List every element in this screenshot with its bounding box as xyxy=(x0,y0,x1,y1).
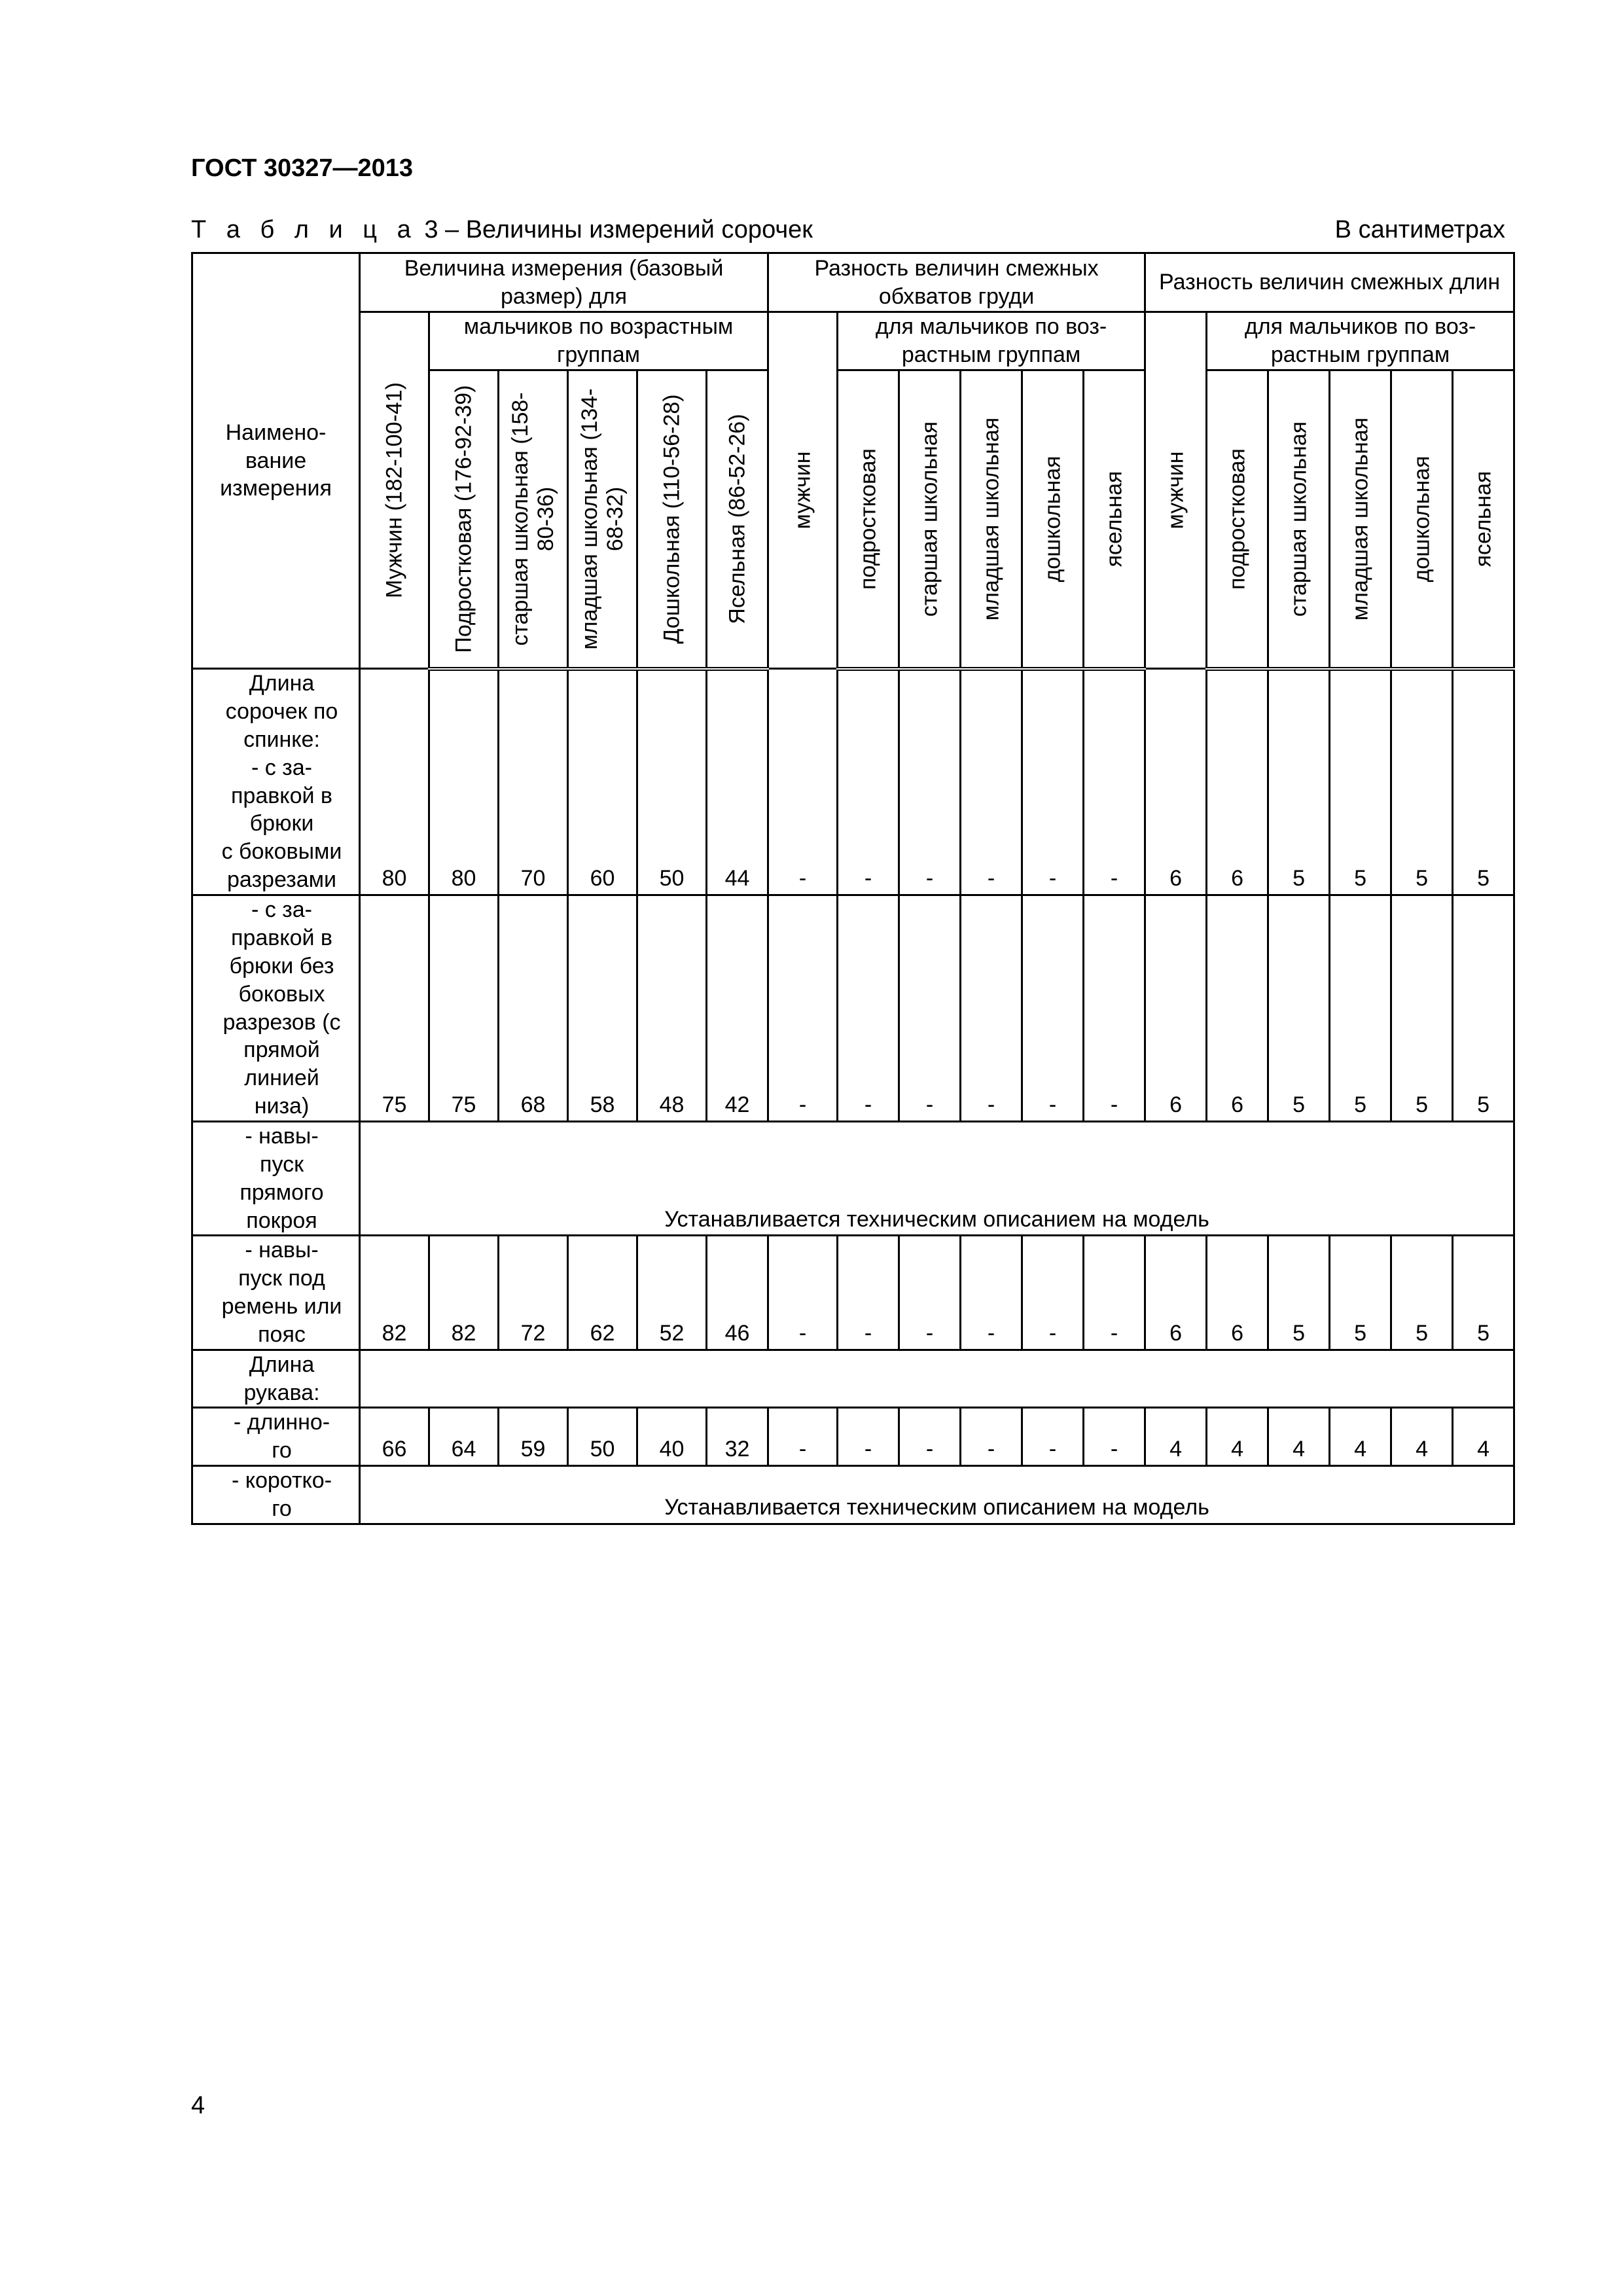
table-cell: 68 xyxy=(499,895,568,1122)
table-cell: 80 xyxy=(429,669,499,895)
table-cell: - xyxy=(961,669,1022,895)
col-header-nursery: Ясельная (86-52-26) xyxy=(707,370,768,669)
boys-age-groups-header: мальчиков по возрастным группам xyxy=(429,312,768,370)
row-label-line: го xyxy=(272,1496,292,1521)
table-cell: 66 xyxy=(360,1408,429,1466)
table-cell: 75 xyxy=(360,895,429,1122)
length-diff-header: Разность величин смежных длин xyxy=(1145,253,1514,312)
table-cell: 5 xyxy=(1330,1236,1391,1350)
table-cell: - xyxy=(838,669,899,895)
row-label xyxy=(192,1408,360,1466)
row-label-line: ремень или xyxy=(221,1294,342,1319)
table-cell: 6 xyxy=(1207,895,1268,1122)
col-header-men: Мужчин (182-100-41) xyxy=(360,312,429,669)
col-header-chest-senior-school: старшая школьная xyxy=(899,370,961,669)
units-label: В сантиметрах xyxy=(1334,216,1505,243)
row-label xyxy=(192,1350,360,1408)
row-label-line: прямой xyxy=(243,1037,320,1063)
table-cell: 75 xyxy=(429,895,499,1122)
table-cell: - xyxy=(1084,1408,1145,1466)
table-cell: - xyxy=(961,1236,1022,1350)
table-cell: 48 xyxy=(637,895,707,1122)
table-cell: 70 xyxy=(499,669,568,895)
row-label-line: линией xyxy=(244,1066,319,1091)
base-size-header: Величина измерения (базовый размер) для xyxy=(360,253,768,312)
table-cell: 40 xyxy=(637,1408,707,1466)
row-label-line: разрезами xyxy=(227,867,336,893)
table-cell: 5 xyxy=(1453,669,1514,895)
row-label-line: - с за- xyxy=(251,755,313,780)
table-cell: 42 xyxy=(707,895,768,1122)
table-cell: 6 xyxy=(1145,669,1207,895)
row-label-line: Длина xyxy=(249,1352,315,1377)
table-cell: - xyxy=(838,1236,899,1350)
measurements-table xyxy=(191,252,1515,1525)
table-row xyxy=(192,1350,1514,1408)
table-caption-prefix: Т а б л и ц а xyxy=(191,216,418,243)
row-label-line: брюки без xyxy=(229,954,334,978)
table-cell: 4 xyxy=(1391,1408,1453,1466)
table-cell: - xyxy=(1084,895,1145,1122)
row-label-line: сорочек по xyxy=(225,699,338,725)
row-label-line: - навы- xyxy=(245,1238,319,1263)
table-cell: - xyxy=(899,1408,961,1466)
table-cell: - xyxy=(961,1408,1022,1466)
table-caption-title: 3 – Величины измерений сорочек xyxy=(417,216,813,243)
col-header-length-preschool: дошкольная xyxy=(1391,370,1453,669)
table-cell: - xyxy=(1022,1236,1084,1350)
table-cell: 4 xyxy=(1207,1408,1268,1466)
table-cell: 44 xyxy=(707,669,768,895)
col-header-chest-junior-school: младшая школьная xyxy=(961,370,1022,669)
row-label-line: пояс xyxy=(258,1321,306,1347)
table-cell: - xyxy=(768,1236,838,1350)
table-cell: 46 xyxy=(707,1236,768,1350)
table-cell: - xyxy=(961,895,1022,1122)
model-description-note: Устанавливается техническим описанием на модель xyxy=(360,1122,1514,1236)
table-cell: 5 xyxy=(1453,1236,1514,1350)
row-label-line: го xyxy=(272,1438,292,1463)
table-cell: 5 xyxy=(1330,669,1391,895)
table-cell: 58 xyxy=(568,895,637,1122)
table-cell: 6 xyxy=(1145,895,1207,1122)
col-header-length-nursery: ясельная xyxy=(1453,370,1514,669)
table-cell: 6 xyxy=(1145,1236,1207,1350)
row-label-line: - длинно- xyxy=(233,1410,330,1435)
row-label-line: низа) xyxy=(254,1094,310,1119)
col-header-length-men: мужчин xyxy=(1145,312,1207,669)
table-row xyxy=(192,1466,1514,1524)
col-header-preschool: Дошкольная (110-56-28) xyxy=(637,370,707,669)
table-cell: 5 xyxy=(1330,895,1391,1122)
row-label-line: рукава: xyxy=(243,1380,320,1405)
table-cell: - xyxy=(1022,1408,1084,1466)
table-cell: 60 xyxy=(568,669,637,895)
table-caption xyxy=(191,216,813,244)
table-row xyxy=(192,669,1514,895)
col-header-chest-men: мужчин xyxy=(768,312,838,669)
table-row xyxy=(192,1408,1514,1466)
col-header-chest-teen: подростковая xyxy=(838,370,899,669)
table-cell: - xyxy=(899,669,961,895)
table-cell: 82 xyxy=(429,1236,499,1350)
row-label xyxy=(192,1122,360,1236)
table-cell: 62 xyxy=(568,1236,637,1350)
table-row xyxy=(192,895,1514,1122)
row-label-line: - с за- xyxy=(251,897,313,923)
table-cell: 4 xyxy=(1453,1408,1514,1466)
table-cell: - xyxy=(768,895,838,1122)
row-label xyxy=(192,1236,360,1350)
table-cell: 5 xyxy=(1268,895,1330,1122)
table-cell: - xyxy=(1022,669,1084,895)
row-label-line: пуск xyxy=(260,1151,304,1177)
row-label-line: спинке: xyxy=(243,727,320,752)
col-header-teen: Подростковая (176-92-39) xyxy=(429,370,499,669)
table-cell: 50 xyxy=(568,1408,637,1466)
table-cell: - xyxy=(768,669,838,895)
table-cell: 80 xyxy=(360,669,429,895)
table-cell: 52 xyxy=(637,1236,707,1350)
model-description-note: Устанавливается техническим описанием на модель xyxy=(360,1466,1514,1524)
measurement-name-header: Наимено-вание измерения xyxy=(192,253,360,669)
row-label-line: пуск под xyxy=(238,1266,325,1291)
page-number: 4 xyxy=(191,2092,205,2119)
table-row xyxy=(192,1236,1514,1350)
table-cell: 32 xyxy=(707,1408,768,1466)
table-cell: - xyxy=(838,1408,899,1466)
table-cell: 4 xyxy=(1145,1408,1207,1466)
col-header-senior-school: старшая школьная (158-80-36) xyxy=(499,370,568,669)
table-cell: 82 xyxy=(360,1236,429,1350)
col-header-length-senior-school: старшая школьная xyxy=(1268,370,1330,669)
table-cell: - xyxy=(899,895,961,1122)
row-label-line: покроя xyxy=(246,1208,317,1233)
table-cell: 5 xyxy=(1391,895,1453,1122)
row-label-line: брюки xyxy=(249,811,314,836)
table-cell: 6 xyxy=(1207,1236,1268,1350)
col-header-junior-school: младшая школьная (134-68-32) xyxy=(568,370,637,669)
table-cell: - xyxy=(1022,895,1084,1122)
table-cell: - xyxy=(838,895,899,1122)
row-label-line: правкой в xyxy=(231,783,332,808)
chest-boys-age-groups-header: для мальчиков по воз-растным группам xyxy=(838,312,1145,370)
row-label-line: - коротко- xyxy=(231,1468,332,1494)
document-header: ГОСТ 30327—2013 xyxy=(191,154,414,182)
table-cell: - xyxy=(899,1236,961,1350)
row-label-line: разрезов (с xyxy=(223,1009,341,1035)
row-label xyxy=(192,1466,360,1524)
table-cell: - xyxy=(1084,1236,1145,1350)
row-label xyxy=(192,895,360,1122)
table-cell: 5 xyxy=(1268,1236,1330,1350)
table-cell: - xyxy=(768,1408,838,1466)
table-cell: 72 xyxy=(499,1236,568,1350)
table-cell: 5 xyxy=(1391,1236,1453,1350)
table-cell: 64 xyxy=(429,1408,499,1466)
row-label-line: с боковыми xyxy=(221,839,342,865)
table-cell: 5 xyxy=(1268,669,1330,895)
col-header-chest-preschool: дошкольная xyxy=(1022,370,1084,669)
empty-cell xyxy=(360,1350,1514,1408)
table-row xyxy=(192,1122,1514,1236)
col-header-length-teen: подростковая xyxy=(1207,370,1268,669)
col-header-length-junior-school: младшая школьная xyxy=(1330,370,1391,669)
row-label-line: - навы- xyxy=(245,1124,319,1149)
row-label-line: прямого xyxy=(240,1179,324,1205)
table-cell: 4 xyxy=(1330,1408,1391,1466)
length-boys-age-groups-header: для мальчиков по воз-растным группам xyxy=(1207,312,1514,370)
row-label xyxy=(192,669,360,895)
table-cell: 5 xyxy=(1453,895,1514,1122)
table-cell: 4 xyxy=(1268,1408,1330,1466)
table-cell: 50 xyxy=(637,669,707,895)
row-label-line: правкой в xyxy=(231,925,332,951)
table-cell: 5 xyxy=(1391,669,1453,895)
row-label-line: боковых xyxy=(238,981,325,1007)
col-header-chest-nursery: ясельная xyxy=(1084,370,1145,669)
table-cell: 59 xyxy=(499,1408,568,1466)
chest-diff-header: Разность величин смежных обхватов груди xyxy=(768,253,1145,312)
table-cell: - xyxy=(1084,669,1145,895)
table-cell: 6 xyxy=(1207,669,1268,895)
row-label-line: Длина xyxy=(249,671,315,696)
